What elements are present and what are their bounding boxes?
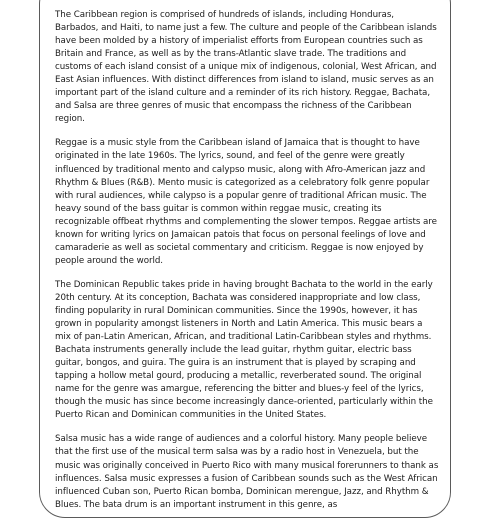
- paragraph-reggae: Reggae is a music style from the Caribbean island of Jamaica that is thought to have originated in the late 1960s. The lyrics, sound, and feel of the genre were greatly influenced by traditional mento and calypso music, along with Afro-American jazz and Rhythm & Blues (R&B). Mento music is categorized as a celebratory folk genre popular with rural audiences, while calypso is a popular genre of traditional African music. The heavy sound of the bass guitar is common within reggae music, creating its recognizable offbeat rhythms and complementing the slower tempos. Reggae artists are known for writing lyrics on Jamaican patois that focus on personal feelings of love and camaraderie as well as societal commentary and criticism. Reggae is now enjoyed by people around the world.: [55, 138, 437, 266]
- document-body: [55, 9, 439, 518]
- document-card: [39, 0, 451, 518]
- paragraph-bachata: The Dominican Republic takes pride in having brought Bachata to the world in the early 20th century. At its conception, Bachata was considered inappropriate and low class, finding popularity in rural Dominican communities. Since the 1990s, however, it has grown in popularity amongst listeners in North and Latin America. This music bears a mix of pan-Latin American, African, and traditional Latin-Caribbean styles and rhythms. Bachata instruments generally include the lead guitar, rhythm guitar, electric bass guitar, bongos, and guira. The guira is an instrument that is played by scraping and tapping a hollow metal gourd, producing a metallic, reverberated sound. The original name for the genre was amargue, referencing the bitter and blues-y feel of the lyrics, though the music has since become increasingly dance-oriented, particularly within the Puerto Rican and Dominican communities in the United States.: [55, 279, 433, 421]
- paragraph-caribbean-intro: The Caribbean region is comprised of hundreds of islands, including Honduras, Barbados, and Haiti, to name just a few. The culture and people of the Caribbean islands have been molded by a history of imperialist efforts from European countries such as Britain and France, as well as by the trans-Atlantic slave trade. The traditions and customs of each island consist of a unique mix of indigenous, colonial, West African, and East Asian influences. With distinct differences from island to island, music serves as an important part of the island culture and a reminder of its rich history. Reggae, Bachata, and Salsa are three genres of music that encompass the richness of the Caribbean region.: [55, 10, 437, 125]
- paragraph-salsa: Salsa music has a wide range of audiences and a colorful history. Many people believe that the first use of the musical term salsa was by a radio host in Venezuela, but the music was originally conceived in Puerto Rico with many musical forerunners to thank as influences. Salsa music expresses a fusion of Caribbean sounds such as the West African influenced Cuban son, Puerto Rican bomba, Dominican merengue, Jazz, and Rhythm & Blues. The bata drum is an important instrument in this genre, as: [55, 434, 439, 510]
